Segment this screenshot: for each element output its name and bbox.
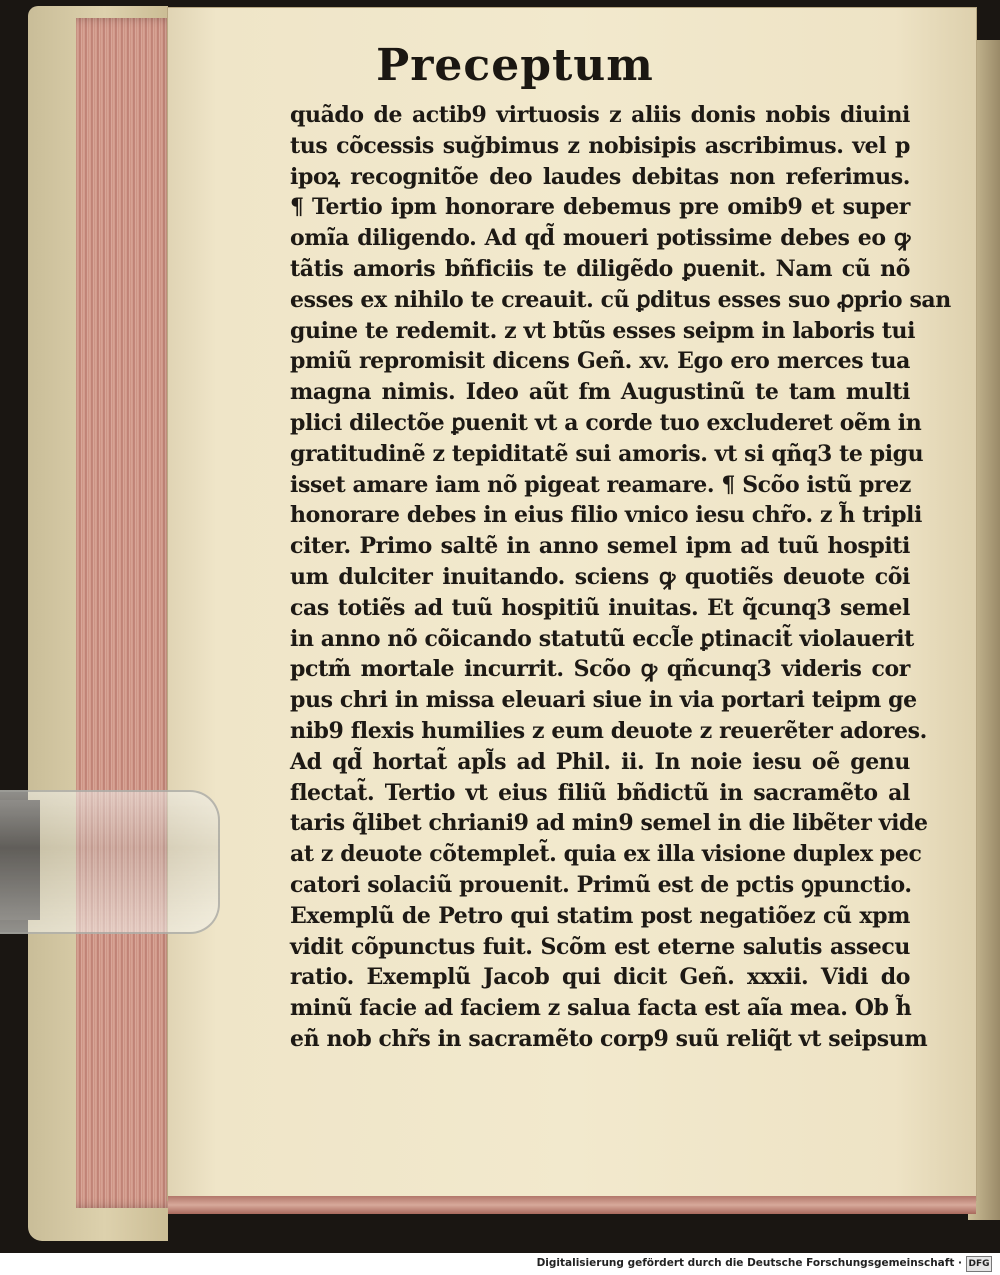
text-line: quãdo de actib9 virtuosis z aliis donis nobis diuini xyxy=(290,102,910,128)
text-line: um dulciter inuitando. sciens ꝙ quotiẽs deuote cõi xyxy=(290,563,910,590)
text-block xyxy=(290,100,951,1055)
text-line: at z deuote cõtemplet̃. quia ex illa visione duplex pec xyxy=(290,841,922,868)
text-line: tus cõcessis suğbimus z nobisipis ascribimus. vel p xyxy=(290,132,910,159)
page-bottom-edge xyxy=(168,1196,976,1214)
text-line: Exemplũ de Petro qui statim post negatiõez cũ xpm xyxy=(290,902,910,929)
text-line: ipoꝝ recognitõe deo laudes debitas non referimus. xyxy=(290,163,910,190)
text-line: Ad qd̃ hortat̃ apl̃s ad Phil. ii. In noie iesu oẽ genu xyxy=(290,748,910,775)
text-line: pctm̃ mortale incurrit. Scõo ꝙ qñcunq3 videris cor xyxy=(290,656,910,683)
text-line: gratitudinẽ z tepiditatẽ sui amoris. vt si qñq3 te pigu xyxy=(290,440,924,467)
text-line: omĩa diligendo. Ad qd̃ moueri potissime debes eo ꝙ xyxy=(290,225,910,252)
text-line: flectat̃. Tertio vt eius filiũ bñdictũ in sacramẽto al xyxy=(290,779,910,806)
running-head: Preceptum xyxy=(376,40,654,91)
text-line: pus chri in missa eleuari siue in via portari teipm ge xyxy=(290,687,917,714)
text-line: ratio. Exemplũ Jacob qui dicit Geñ. xxxii. Vidi do xyxy=(290,964,910,991)
dfg-logo: DFG xyxy=(966,1256,992,1272)
text-line: in anno nõ cõicando statutũ eccl̃e ꝑtinacit̃ violauerit xyxy=(290,625,914,652)
text-line: honorare debes in eius filio vnico iesu chr̃o. z h̃ tripli xyxy=(290,502,922,529)
text-line: citer. Primo saltẽ in anno semel ipm ad tuũ hospiti xyxy=(290,533,910,560)
page-edges xyxy=(76,18,176,1208)
text-line: isset amare iam nõ pigeat reamare. ¶ Scõo istũ prez xyxy=(290,471,911,498)
text-line: vidit cõpunctus fuit. Scõm est eterne salutis assecu xyxy=(290,933,910,960)
text-line: nib9 flexis humilies z eum deuote z reuerẽter adores. xyxy=(290,717,927,744)
text-line: tãtis amoris bñficiis te diligẽdo ꝑuenit. Nam cũ nõ xyxy=(290,255,910,282)
text-line: minũ facie ad faciem z salua facta est aĩa mea. Ob h̃ xyxy=(290,995,912,1022)
text-line: taris q̃libet chriani9 ad min9 semel in die libẽter vide xyxy=(290,810,928,837)
text-line: guine te redemit. z vt btũs esses seipm in laboris tui xyxy=(290,317,916,344)
text-line: cas totiẽs ad tuũ hospitiũ inuitas. Et q̃cunq3 semel xyxy=(290,594,910,621)
page-holder-clip xyxy=(0,790,220,934)
text-line: esses ex nihilo te creauit. cũ ꝑditus esses suo ꝓprio san xyxy=(290,286,951,313)
text-line: catori solaciũ prouenit. Primũ est de pctis ꝯpunctio. xyxy=(290,871,912,898)
funding-credit: Digitalisierung gefördert durch die Deutsche Forschungsgemeinschaft · xyxy=(536,1257,962,1269)
footer-bar xyxy=(0,1253,1000,1275)
text-line: pmiũ repromisit dicens Geñ. xv. Ego ero merces tua xyxy=(290,348,910,375)
text-line: eñ nob chr̃s in sacramẽto corp9 suũ reliq̃t vt seipsum xyxy=(290,1025,928,1052)
text-line: magna nimis. Ideo aũt fm Augustinũ te tam multi xyxy=(290,379,910,406)
text-line: ¶ Tertio ipm honorare debemus pre omib9 et super xyxy=(290,194,910,221)
text-line: plici dilectõe ꝑuenit vt a corde tuo excluderet oẽm in xyxy=(290,409,922,436)
